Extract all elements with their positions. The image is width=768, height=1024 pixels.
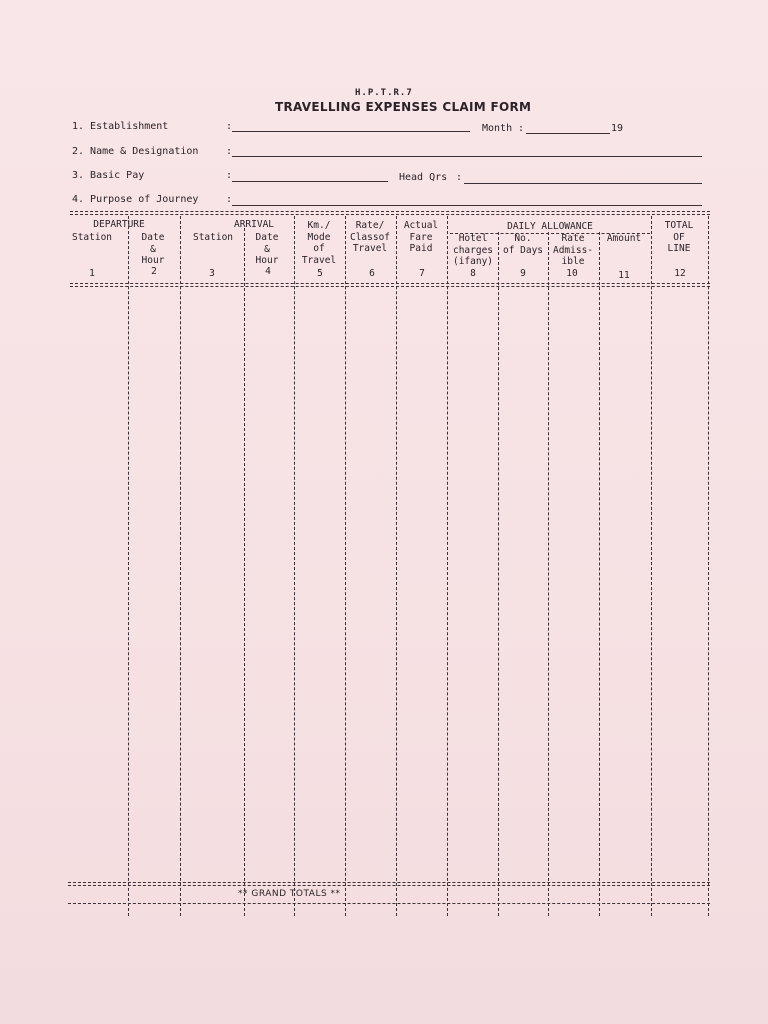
- colon-month: :: [518, 123, 525, 134]
- column-divider: [180, 216, 181, 916]
- grand-totals-bottom-border: [68, 903, 710, 904]
- header-separator-2: [70, 286, 710, 287]
- field-head-qrs-label: Head Qrs: [399, 172, 448, 183]
- header-separator: [70, 283, 710, 284]
- table-top-border-2: [70, 214, 710, 215]
- head-qrs-input-line[interactable]: [464, 183, 702, 184]
- col-no-of-days: No. of Days: [502, 233, 544, 256]
- col-station-dep: Station: [71, 232, 113, 243]
- col-num-1: 1: [89, 268, 95, 279]
- header-departure: DEPARTURE: [93, 219, 145, 230]
- colon-head-qrs: :: [456, 172, 463, 183]
- grand-totals-label: ** GRAND TOTALS **: [238, 889, 341, 899]
- grand-totals-top-border-2: [68, 885, 710, 886]
- col-num-11: 11: [618, 270, 630, 281]
- col-amount: Amount: [606, 233, 642, 244]
- column-divider: [447, 216, 448, 916]
- field-month-label: Month: [482, 123, 513, 134]
- form-code: H.P.T.R.7: [355, 88, 413, 98]
- field-purpose-label: 4. Purpose of Journey: [72, 194, 199, 205]
- col-num-2: 2: [151, 266, 157, 277]
- column-divider: [498, 232, 499, 916]
- column-divider: [599, 232, 600, 916]
- column-divider: [294, 216, 295, 916]
- col-num-5: 5: [317, 268, 323, 279]
- name-designation-input-line[interactable]: [232, 156, 702, 157]
- col-num-10: 10: [566, 268, 578, 279]
- header-daily-allowance: DAILY ALLOWANCE: [507, 221, 593, 232]
- field-establishment-label: 1. Establishment: [72, 121, 169, 132]
- basic-pay-input-line[interactable]: [232, 181, 388, 182]
- col-hotel-charges: Hotel charges (ifany): [452, 233, 494, 267]
- colon-establishment: :: [226, 121, 233, 132]
- col-date-hour-arr: Date & Hour: [255, 232, 279, 266]
- month-input-line[interactable]: [526, 133, 610, 134]
- purpose-input-line[interactable]: [232, 205, 702, 206]
- col-num-3: 3: [209, 268, 215, 279]
- col-rate-admissible: Rate Admiss- ible: [552, 233, 594, 267]
- column-divider: [396, 216, 397, 916]
- column-divider: [345, 216, 346, 916]
- header-arrival: ARRIVAL: [233, 219, 275, 230]
- colon-basic-pay: :: [226, 170, 233, 181]
- col-total-of-line: TOTAL OF LINE: [664, 220, 694, 254]
- col-date-hour-dep: Date & Hour: [141, 232, 165, 266]
- col-km-mode-travel: Km./ Mode of Travel: [301, 220, 337, 266]
- col-rate-class-travel: Rate/ Classof Travel: [349, 220, 391, 254]
- col-num-4: 4: [265, 266, 271, 277]
- col-num-12: 12: [674, 268, 686, 279]
- colon-name-designation: :: [226, 146, 233, 157]
- grand-totals-top-border: [68, 882, 710, 883]
- col-num-6: 6: [369, 268, 375, 279]
- column-divider: [244, 228, 245, 916]
- table-top-border: [70, 211, 710, 212]
- table-right-border: [708, 216, 709, 916]
- col-num-8: 8: [470, 268, 476, 279]
- form-title: TRAVELLING EXPENSES CLAIM FORM: [275, 100, 532, 114]
- field-year-prefix: 19: [611, 123, 624, 134]
- field-basic-pay-label: 3. Basic Pay: [72, 170, 145, 181]
- column-divider: [548, 232, 549, 916]
- column-divider: [651, 216, 652, 916]
- col-num-9: 9: [520, 268, 526, 279]
- col-actual-fare-paid: Actual Fare Paid: [403, 220, 439, 254]
- col-num-7: 7: [419, 268, 425, 279]
- col-station-arr: Station: [192, 232, 234, 243]
- field-name-designation-label: 2. Name & Designation: [72, 146, 199, 157]
- colon-purpose: :: [226, 194, 233, 205]
- establishment-input-line[interactable]: [232, 131, 470, 132]
- column-divider: [128, 216, 129, 916]
